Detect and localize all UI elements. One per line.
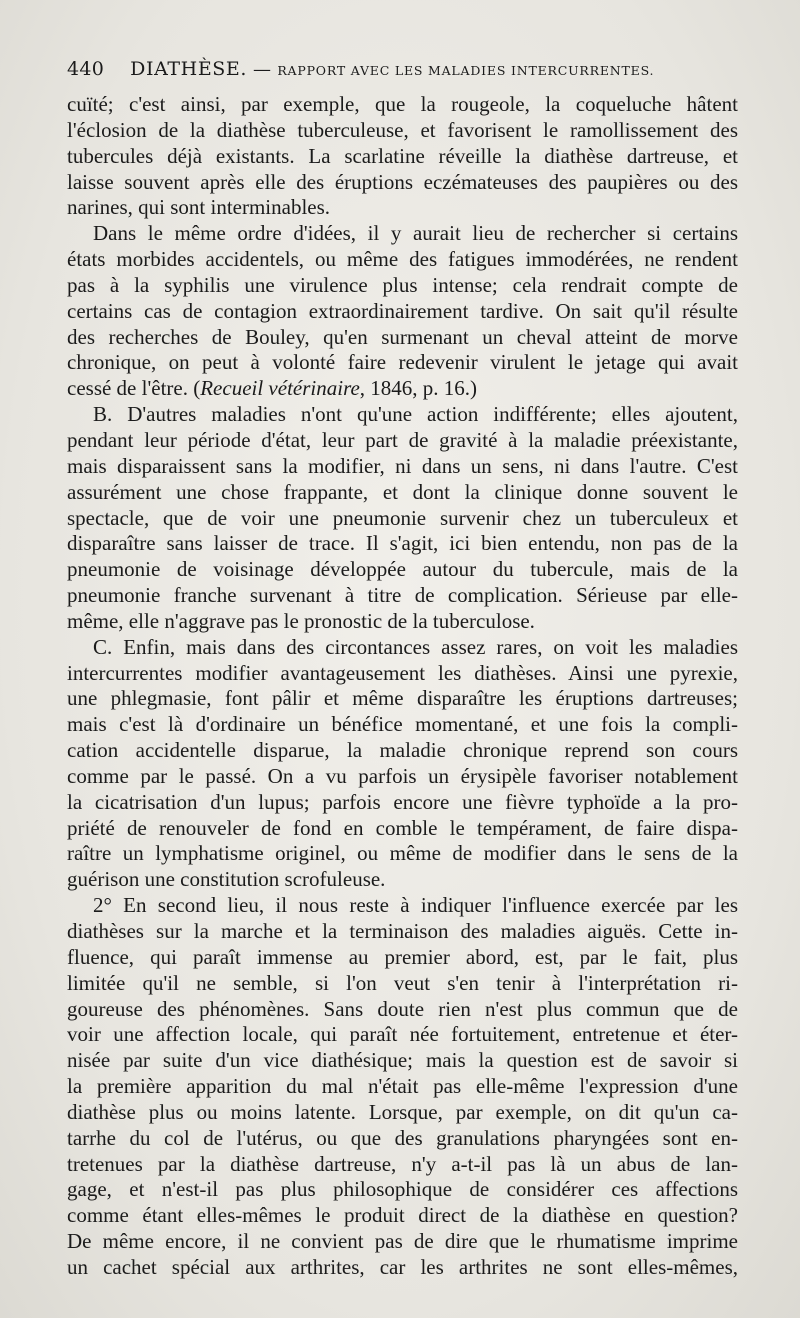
text-line: pas à la syphilis une virulence plus intense; cela rendrait compte de: [67, 272, 738, 297]
text-line: pneumonie de voisinage développée autour du tubercule, mais de la: [67, 557, 738, 582]
paragraph: [67, 635, 738, 893]
text-line: états morbides accidentels, ou même des fatigues immodérées, ne rendent: [67, 247, 738, 272]
text-line: voir une affection locale, qui paraît née fortuitement, entretenue et éter-: [67, 1022, 738, 1047]
text-line: nisée par suite d'un vice diathésique; mais la question est de savoir si: [67, 1048, 738, 1073]
text-line: pendant leur période d'état, leur part de gravité à la maladie préexistante,: [67, 427, 738, 452]
text-line: une phlegmasie, font pâlir et même disparaître les éruptions dartreuses;: [67, 686, 738, 711]
text-line: B. D'autres maladies n'ont qu'une action indifférente; elles ajoutent,: [93, 402, 738, 427]
text-line: tarrhe du col de l'utérus, ou que des granulations pharyngées sont en-: [67, 1125, 738, 1150]
text-line: De même encore, il ne convient pas de dire que le rhumatisme imprime: [67, 1229, 738, 1254]
text-line: laisse souvent après elle des éruptions eczémateuses des paupières ou des: [67, 169, 738, 194]
text-line: intercurrentes modifier avantageusement les diathèses. Ainsi une pyrexie,: [67, 660, 738, 685]
running-head-separator: —: [253, 59, 272, 80]
text-line: 2° En second lieu, il nous reste à indiquer l'influence exercée par les: [93, 893, 738, 918]
text-line: assurément une chose frappante, et dont la clinique donne souvent le: [67, 479, 738, 504]
paragraph: [67, 92, 738, 221]
paragraph: [67, 221, 738, 402]
running-subtitle: RAPPORT AVEC LES MALADIES INTERCURRENTES.: [277, 63, 655, 78]
text-line: [67, 376, 738, 402]
text-line: chronique, on peut à volonté faire redevenir virulent le jetage qui avait: [67, 350, 738, 375]
text-line: même, elle n'aggrave pas le pronostic de la tuberculose.: [67, 608, 535, 633]
text-line: guérison une constitution scrofuleuse.: [67, 867, 386, 892]
text-run: , 1846, p. 16.): [359, 376, 478, 401]
text-line: mais disparaissent sans la modifier, ni dans un sens, ni dans l'autre. C'est: [67, 453, 738, 478]
text-line: priété de renouveler de fond en comble le tempérament, de faire dispa-: [67, 815, 738, 840]
text-run: cessé de l'être. (: [67, 376, 201, 401]
running-head: [67, 58, 738, 92]
text-line: gage, et n'est-il pas plus philosophique de considérer ces affections: [67, 1177, 738, 1202]
text-line: narines, qui sont interminables.: [67, 195, 331, 220]
text-line: comme par le passé. On a vu parfois un érysipèle favoriser notablement: [67, 763, 738, 788]
text-line: goureuse des phénomènes. Sans doute rien n'est plus commun que de: [67, 996, 738, 1021]
text-line: des recherches de Bouley, qu'en surmenant un cheval atteint de morve: [67, 324, 738, 349]
text-line: Dans le même ordre d'idées, il y aurait lieu de rechercher si certains: [93, 221, 738, 246]
text-line: fluence, qui paraît immense au premier abord, est, par le fait, plus: [67, 944, 738, 969]
text-line: diathèses sur la marche et la terminaison des maladies aiguës. Cette in-: [67, 919, 738, 943]
text-line: C. Enfin, mais dans des circontances assez rares, on voit les maladies: [93, 634, 738, 659]
text-line: tretenues par la diathèse dartreuse, n'y a-t-il pas là un abus de lan-: [67, 1151, 738, 1176]
body-text: [67, 92, 738, 1281]
page-number: 440: [67, 58, 105, 80]
text-line: limitée qu'il ne semble, si l'on veut s'en tenir à l'interprétation ri-: [67, 970, 738, 995]
text-line: l'éclosion de la diathèse tuberculeuse, et favorisent le ramollissement des: [67, 117, 738, 142]
text-line: mais c'est là d'ordinaire un bénéfice momentané, et une fois la compli-: [67, 712, 738, 737]
citation-title: Recueil vétérinaire: [200, 376, 360, 401]
text-line: un cachet spécial aux arthrites, car les arthrites ne sont elles-mêmes,: [67, 1254, 738, 1279]
text-line: raître un lymphatisme originel, ou même de modifier dans le sens de la: [67, 841, 738, 866]
text-line: la cicatrisation d'un lupus; parfois encore une fièvre typhoïde a la pro-: [67, 789, 738, 814]
text-line: pneumonie franche survenant à titre de complication. Sérieuse par elle-: [67, 583, 738, 608]
text-line: spectacle, que de voir une pneumonie survenir chez un tuberculeux et: [67, 505, 738, 530]
paragraph: [67, 893, 738, 1281]
running-title: DIATHÈSE.: [130, 58, 248, 80]
text-line: cation accidentelle disparue, la maladie chronique reprend son cours: [67, 738, 738, 763]
paragraph: [67, 402, 738, 635]
text-line: comme étant elles-mêmes le produit direct de la diathèse en question?: [67, 1203, 738, 1228]
text-line: cuïté; c'est ainsi, par exemple, que la rougeole, la coqueluche hâtent: [67, 92, 738, 116]
text-line: la première apparition du mal n'était pas elle-même l'expression d'une: [67, 1074, 738, 1099]
text-line: disparaître sans laisser de trace. Il s'agit, ici bien entendu, non pas de la: [67, 531, 738, 556]
text-line: diathèse plus ou moins latente. Lorsque, par exemple, on dit qu'un ca-: [67, 1099, 738, 1124]
text-line: tubercules déjà existants. La scarlatine réveille la diathèse dartreuse, et: [67, 143, 738, 168]
text-line: certains cas de contagion extraordinairement tardive. On sait qu'il résulte: [67, 298, 738, 323]
